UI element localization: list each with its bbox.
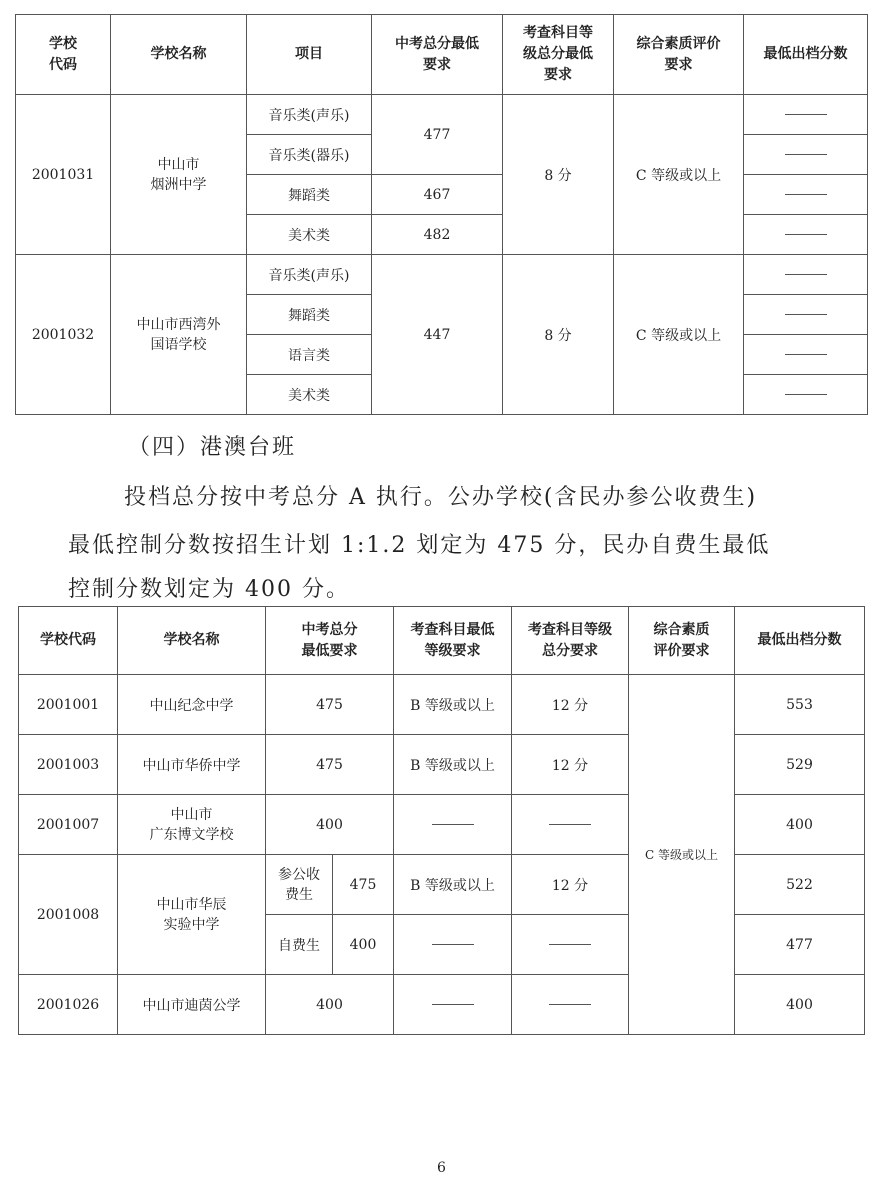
quality-cell: C 等级或以上 [614, 95, 744, 255]
dash-mark [785, 354, 827, 355]
header-quality: 综合素质 评价要求 [629, 607, 735, 675]
header-min-score: 最低出档分数 [735, 607, 865, 675]
header-min-score: 最低出档分数 [744, 15, 868, 95]
item-cell: 音乐类(声乐) [247, 95, 372, 135]
dash-cell [394, 915, 512, 975]
score-cell: 400 [266, 975, 394, 1035]
score-cell: 467 [372, 175, 503, 215]
dash-cell [394, 795, 512, 855]
table-hk-macao-taiwan [18, 606, 865, 1035]
school-code: 2001026 [19, 975, 118, 1035]
dash-mark [549, 944, 591, 945]
score-cell: 475 [266, 735, 394, 795]
dash-mark [785, 274, 827, 275]
grade-total-cell: 8 分 [503, 255, 614, 415]
dash-mark [785, 114, 827, 115]
school-name: 中山纪念中学 [118, 675, 266, 735]
school-name: 中山市 广东博文学校 [118, 795, 266, 855]
quality-cell: C 等级或以上 [629, 675, 735, 1035]
school-name: 中山市 烟洲中学 [111, 95, 247, 255]
grade-total-cell: 12 分 [512, 675, 629, 735]
min-score-cell: 400 [735, 975, 865, 1035]
grade-total-cell: 8 分 [503, 95, 614, 255]
item-cell: 美术类 [247, 215, 372, 255]
grade-total-cell: 12 分 [512, 735, 629, 795]
school-name: 中山市迪茵公学 [118, 975, 266, 1035]
grade-level-cell: B 等级或以上 [394, 735, 512, 795]
quality-cell: C 等级或以上 [614, 255, 744, 415]
min-score-cell: 522 [735, 855, 865, 915]
score-cell: 475 [333, 855, 394, 915]
score-cell: 400 [266, 795, 394, 855]
school-name: 中山市华侨中学 [118, 735, 266, 795]
dash-cell [744, 135, 868, 175]
table-art-specialty [15, 14, 868, 415]
grade-level-cell: B 等级或以上 [394, 855, 512, 915]
school-code: 2001008 [19, 855, 118, 975]
paragraph-line: 投档总分按中考总分 A 执行。公办学校(含民办参公收费生) [124, 485, 758, 510]
page-number: 6 [437, 1160, 446, 1176]
paragraph-line: 最低控制分数按招生计划 1:1.2 划定为 475 分，民办自费生最低 [68, 533, 771, 558]
dash-cell [744, 375, 868, 415]
dash-cell [744, 215, 868, 255]
item-cell: 美术类 [247, 375, 372, 415]
dash-mark [785, 194, 827, 195]
school-code: 2001031 [16, 95, 111, 255]
score-cell: 482 [372, 215, 503, 255]
grade-total-cell: 12 分 [512, 855, 629, 915]
header-school-code: 学校 代码 [16, 15, 111, 95]
school-code: 2001032 [16, 255, 111, 415]
dash-mark [432, 944, 474, 945]
header-grade-total: 考查科目等级 总分要求 [512, 607, 629, 675]
score-cell: 400 [333, 915, 394, 975]
school-code: 2001001 [19, 675, 118, 735]
item-cell: 语言类 [247, 335, 372, 375]
header-school-name: 学校名称 [111, 15, 247, 95]
dash-cell [744, 295, 868, 335]
min-score-cell: 529 [735, 735, 865, 795]
dash-cell [394, 975, 512, 1035]
header-school-name: 学校名称 [118, 607, 266, 675]
dash-mark [785, 394, 827, 395]
school-name: 中山市西湾外 国语学校 [111, 255, 247, 415]
item-cell: 音乐类(声乐) [247, 255, 372, 295]
item-cell: 音乐类(器乐) [247, 135, 372, 175]
min-score-cell: 553 [735, 675, 865, 735]
dash-mark [785, 234, 827, 235]
section-heading: （四）港澳台班 [128, 435, 297, 460]
dash-cell [744, 335, 868, 375]
dash-mark [549, 824, 591, 825]
dash-mark [785, 154, 827, 155]
dash-cell [512, 795, 629, 855]
grade-level-cell: B 等级或以上 [394, 675, 512, 735]
header-grade-total: 考查科目等 级总分最低 要求 [503, 15, 614, 95]
school-name: 中山市华辰 实验中学 [118, 855, 266, 975]
header-min-total: 中考总分最低 要求 [372, 15, 503, 95]
dash-cell [744, 95, 868, 135]
score-cell: 477 [372, 95, 503, 175]
dash-cell [512, 975, 629, 1035]
header-grade-level: 考查科目最低 等级要求 [394, 607, 512, 675]
student-type-cell: 参公收 费生 [266, 855, 333, 915]
header-quality: 综合素质评价 要求 [614, 15, 744, 95]
dash-cell [512, 915, 629, 975]
paragraph-line: 控制分数划定为 400 分。 [68, 577, 350, 602]
dash-mark [432, 824, 474, 825]
dash-cell [744, 255, 868, 295]
dash-mark [432, 1004, 474, 1005]
item-cell: 舞蹈类 [247, 175, 372, 215]
header-min-total: 中考总分 最低要求 [266, 607, 394, 675]
score-cell: 475 [266, 675, 394, 735]
score-cell: 447 [372, 255, 503, 415]
school-code: 2001003 [19, 735, 118, 795]
min-score-cell: 477 [735, 915, 865, 975]
dash-mark [785, 314, 827, 315]
dash-mark [549, 1004, 591, 1005]
item-cell: 舞蹈类 [247, 295, 372, 335]
min-score-cell: 400 [735, 795, 865, 855]
student-type-cell: 自费生 [266, 915, 333, 975]
school-code: 2001007 [19, 795, 118, 855]
header-school-code: 学校代码 [19, 607, 118, 675]
header-item: 项目 [247, 15, 372, 95]
dash-cell [744, 175, 868, 215]
